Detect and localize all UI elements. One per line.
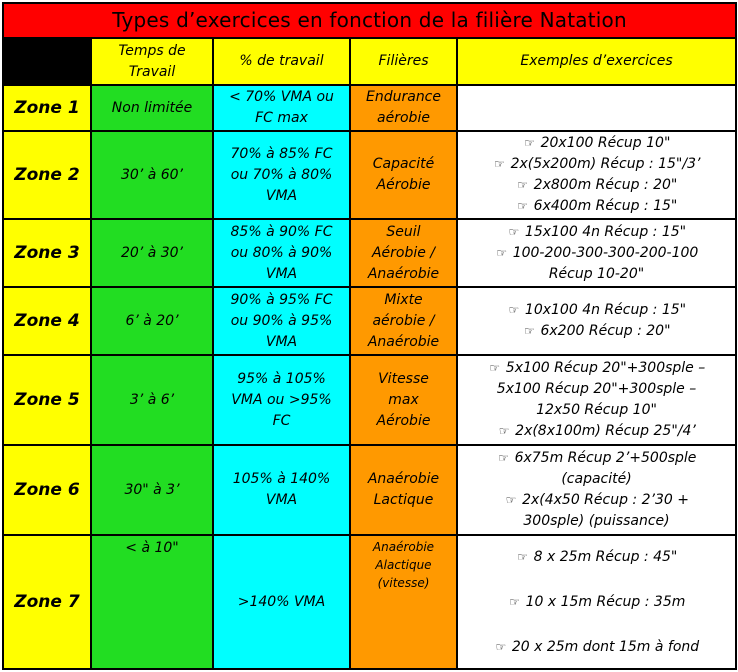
pointing-hand-icon: ☞ [524,324,535,338]
examples-cell [457,287,736,355]
exercise-text: 20x100 Récup 10" [540,135,671,151]
exercise-text: 100-200-300-300-200-100 [512,244,699,261]
pointing-hand-icon: ☞ [495,639,507,654]
pointing-hand-icon: ☞ [524,136,535,150]
exercise-item [460,448,733,469]
exercise-text: 2x800m Récup : 20" [533,177,678,193]
fil-line: Anaérobie [372,540,435,554]
exercise-text: 15x100 4n Récup : 15" [524,223,687,240]
fil-line: Seuil [386,223,421,240]
exercise-text: 10x100 4n Récup : 15" [524,302,687,318]
pointing-hand-icon: ☞ [517,199,529,213]
exercise-text: 6x400m Récup : 15" [533,198,678,214]
pointing-hand-icon: ☞ [517,178,529,192]
pointing-hand-icon: ☞ [489,361,501,375]
pct-line: ou 70% à 80% [230,166,333,183]
fil-line: (vitesse) [377,576,430,590]
exercise-item [460,490,733,511]
examples-cell [457,355,736,445]
exercise-item [460,133,733,154]
exercise-item [460,592,733,613]
work-percent [213,219,350,287]
table-row [3,131,736,219]
fil-line: Aérobie [376,177,431,193]
exercise-item [460,511,733,532]
pct-line: FC [272,412,291,429]
fil-line: Anaérobie [367,471,440,487]
pct-line: >140% VMA [237,593,326,610]
exercise-item [460,321,733,342]
filiere [350,131,457,219]
header-corner [3,38,91,85]
header-examples: Exemples d’exercices [457,38,736,85]
exercise-item [460,243,733,264]
exercise-item [460,421,733,442]
exercise-table [2,2,737,670]
fil-line: aérobie [377,110,430,126]
pointing-hand-icon: ☞ [496,245,508,260]
work-percent [213,535,350,669]
exercise-item [460,264,733,285]
pointing-hand-icon: ☞ [505,493,517,507]
header-time [91,38,213,85]
fil-line: max [388,391,419,408]
pct-line: VMA ou >95% [231,391,332,408]
pct-line: < 70% VMA ou [229,89,334,105]
work-percent [213,85,350,131]
exercise-text: 10 x 15m Récup : 35m [525,593,686,610]
table-row [3,355,736,445]
zone-label: Zone 6 [3,445,91,535]
table-row [3,445,736,535]
exercise-item [460,469,733,490]
exercise-item [460,196,733,217]
exercise-text: 20 x 25m dont 15m à fond [511,638,700,655]
filiere [350,287,457,355]
exercise-item [460,300,733,321]
exercise-item [460,637,733,658]
header-percent: % de travail [213,38,350,85]
filiere [350,85,457,131]
pct-line: 85% à 90% FC [230,223,333,240]
exercise-text: 300sple) (puissance) [523,513,670,529]
table-row [3,535,736,669]
examples-cell [457,445,736,535]
exercise-text: Récup 10-20" [548,265,645,282]
work-time: 20’ à 30’ [91,219,213,287]
fil-line: Anaérobie [367,265,440,282]
zone-label: Zone 4 [3,287,91,355]
pointing-hand-icon: ☞ [508,224,520,239]
examples-cell [457,535,736,669]
work-time: 30" à 3’ [91,445,213,535]
pointing-hand-icon: ☞ [508,303,520,317]
work-percent [213,355,350,445]
work-percent [213,131,350,219]
exercise-text: 5x100 Récup 20"+300sple – [505,360,706,376]
zone-label: Zone 1 [3,85,91,131]
fil-line: Anaérobie [367,333,440,350]
table-row [3,219,736,287]
exercise-item [460,379,733,400]
exercise-text: 2x(5x200m) Récup : 15"/3’ [510,156,701,172]
examples-cell [457,131,736,219]
work-percent [213,287,350,355]
exercise-item [460,358,733,379]
fil-line: Aérobie / [371,244,436,261]
pct-line: VMA [265,187,298,204]
pointing-hand-icon: ☞ [509,594,520,609]
pct-line: FC max [255,110,308,126]
pct-line: 90% à 95% FC [230,291,333,308]
work-time: Non limitée [91,85,213,131]
exercise-item [460,154,733,175]
pointing-hand-icon: ☞ [517,549,529,564]
fil-line: Vitesse [378,370,429,387]
header-filieres: Filières [350,38,457,85]
exercise-text: (capacité) [561,471,632,487]
zone-label: Zone 3 [3,219,91,287]
pct-line: ou 80% à 90% [230,244,333,261]
fil-line: Aérobie [376,412,431,429]
work-time: 3’ à 6’ [91,355,213,445]
filiere [350,219,457,287]
examples-cell [457,85,736,131]
pointing-hand-icon: ☞ [498,451,509,465]
fil-line: Endurance [366,89,441,105]
pointing-hand-icon: ☞ [498,424,510,438]
fil-line: aérobie / [372,312,435,329]
filiere [350,355,457,445]
table-title: Types d’exercices en fonction de la filière Natation [3,3,736,38]
work-time: 30’ à 60’ [91,131,213,219]
fil-line: Alactique [375,558,432,572]
pct-line: ou 90% à 95% [230,312,333,329]
pct-line: VMA [265,265,298,282]
work-time: 6’ à 20’ [91,287,213,355]
work-time: < à 10" [91,535,213,669]
zone-label: Zone 7 [3,535,91,669]
exercise-text: 2x(4x50 Récup : 2’30 + [522,492,689,508]
exercise-item [460,222,733,243]
zone-label: Zone 5 [3,355,91,445]
fil-line: Lactique [373,492,434,508]
pct-line: 70% à 85% FC [230,145,333,162]
table-row [3,287,736,355]
header-time-line-2: Travail [128,63,176,80]
examples-cell [457,219,736,287]
zone-label: Zone 2 [3,131,91,219]
work-percent [213,445,350,535]
pct-line: VMA [265,492,298,508]
exercise-item [460,400,733,421]
fil-line: Capacité [372,156,435,172]
exercise-text: 2x(8x100m) Récup 25"/4’ [515,423,696,439]
fil-line: Mixte [384,291,423,308]
header-row [3,38,736,85]
header-time-line-1: Temps de [118,42,186,59]
table-row [3,85,736,131]
exercise-text: 6x75m Récup 2’+500sple [514,450,697,466]
pointing-hand-icon: ☞ [494,157,505,171]
pct-line: 95% à 105% [237,370,326,387]
exercise-text: 12x50 Récup 10" [536,402,657,418]
exercise-text: 8 x 25m Récup : 45" [533,548,678,565]
filiere [350,445,457,535]
pct-line: 105% à 140% [232,471,331,487]
exercise-item [460,175,733,196]
exercise-item [460,547,733,568]
exercise-text: 6x200 Récup : 20" [540,323,671,339]
exercise-text: 5x100 Récup 20"+300sple – [496,381,697,397]
filiere [350,535,457,669]
pct-line: VMA [265,333,298,350]
